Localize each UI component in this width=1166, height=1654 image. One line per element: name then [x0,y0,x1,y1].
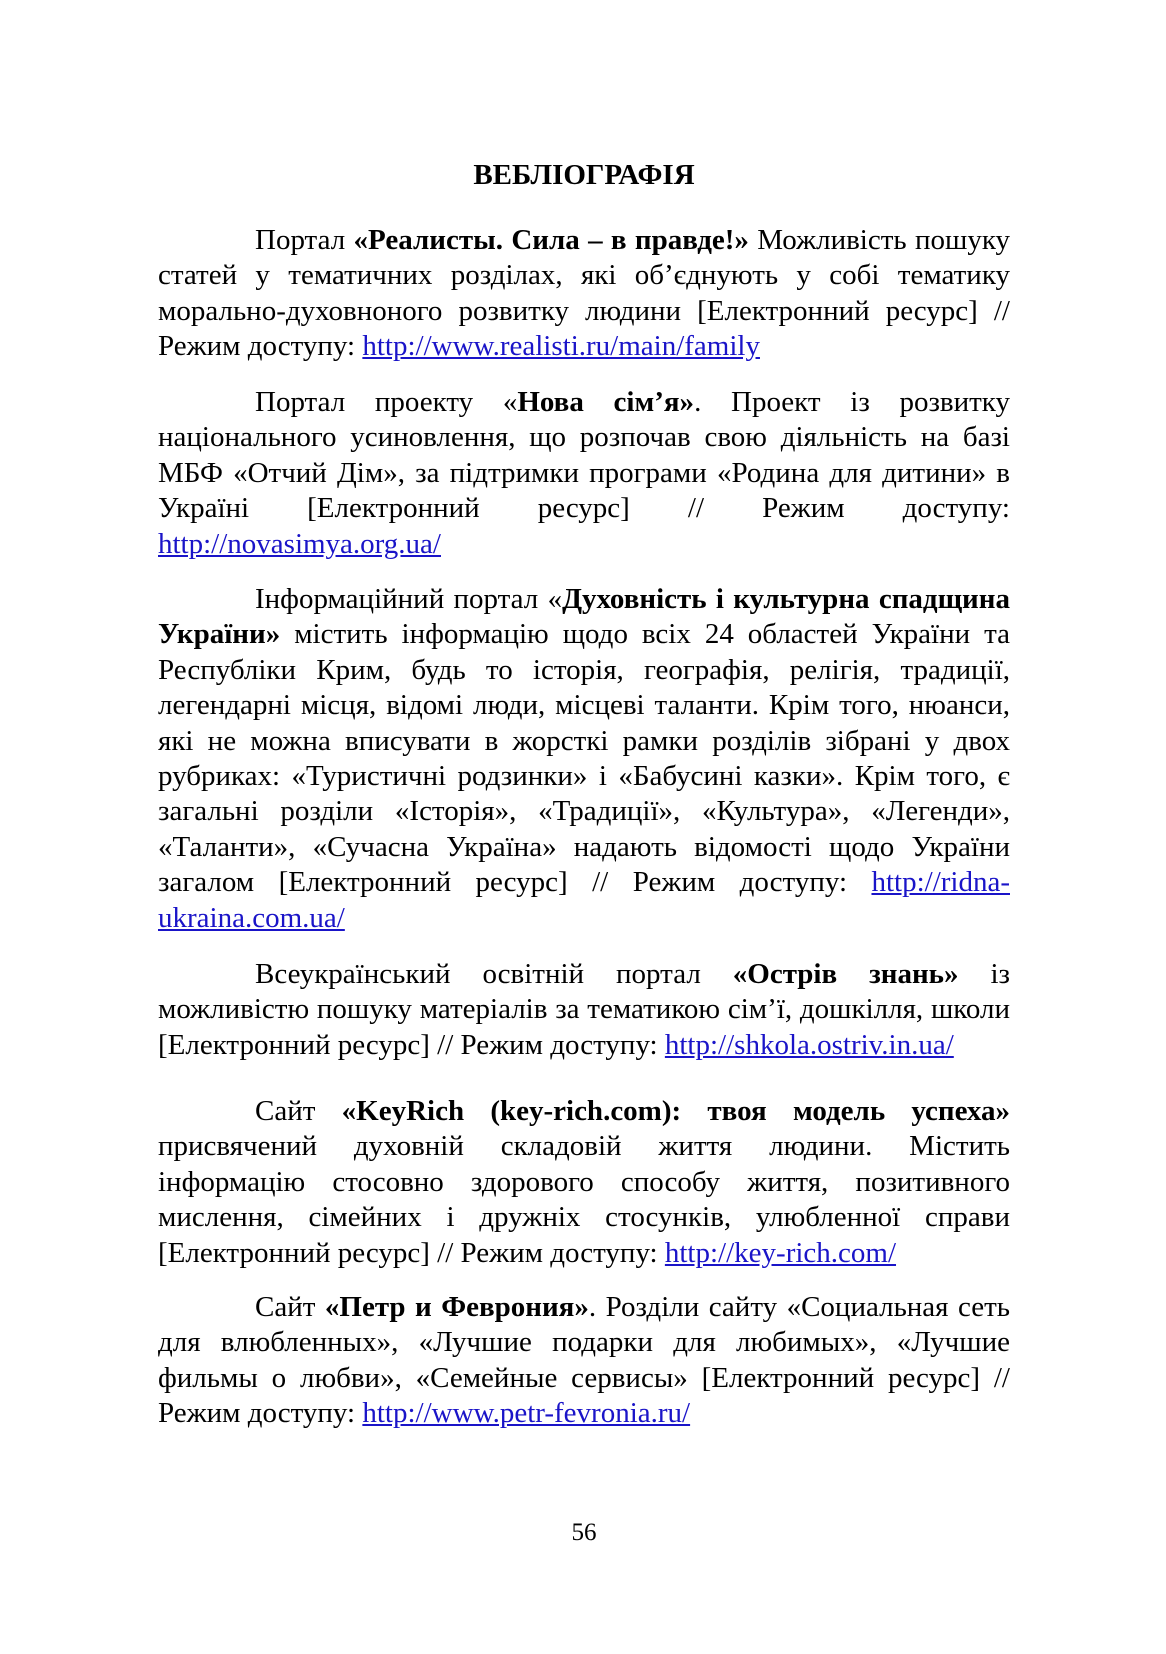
entry-link[interactable]: http://www.petr-fevronia.ru/ [362,1397,691,1430]
entry-name: «Петр и Феврония» [324,1291,589,1323]
entry-link[interactable]: http://ridna-ukraina.com.ua/ [158,866,1010,934]
entry-link[interactable]: http://novasimya.org.ua/ [158,527,441,560]
page-title: ВЕБЛІОГРАФІЯ [473,159,695,191]
entry-prefix: Портал проекту « [255,386,518,418]
entry-link[interactable]: http://www.realisti.ru/main/family [362,330,760,363]
entry-description: . Розділи сайту «Социальная сеть для влюбленных», «Лучшие подарки для любимых», «Лучшие фильмы о любви», «Семейные сервисы» [Електронний ресурс] // Режим доступу: [158,1291,1010,1430]
entry-name: «Реалисты. Сила – в правде!» [353,224,749,256]
entry-description: присвячений духовній складовій життя людини. Містить інформацію стосовно здорового способу життя, позитивного мислення, сімейних і дружніх стосунків, улюбленної справи [Електронний ресурс] // Режим доступу: [158,1130,1010,1269]
entry-name: Нова сім’я» [517,386,695,418]
page-number: 56 [571,1519,597,1546]
entry-name: «KeyRich (key-rich.com): твоя модель успеха» [341,1095,1010,1127]
bibliography-entry-ridna-ukraina [158,582,1010,936]
entry-link[interactable]: http://shkola.ostriv.in.ua/ [664,1028,954,1061]
entry-prefix: Портал [255,224,354,256]
entry-name: «Острів знань» [732,958,959,990]
entry-description: із можливістю пошуку матеріалів за тематикою сім’ї, дошкілля, школи [Електронний ресурс] // Режим доступу: [158,958,1010,1061]
entry-prefix: Сайт [255,1291,325,1323]
document-page [158,0,1010,1654]
entry-description: містить інформацію щодо всіх 24 областей України та Республіки Крим, будь то історія, географія, релігія, традиції, легендарні місця, відомі люди, місцеві таланти. Крім того, нюанси, які не можна вписувати в жорсткі рамки розділів зібрані у двох рубриках: «Туристичні родзинки» і «Бабусині казки». Крім того, є загальні розділи «Історія», «Традиції», «Культура», «Легенди», «Таланти», «Сучасна Україна» надають відомості щодо України загалом [Електронний ресурс] // Режим доступу: [158,618,1010,899]
bibliography-entry-keyrich [158,1094,1010,1271]
entry-prefix: Інформаційний портал « [255,583,563,615]
bibliography-entry-realisti [158,223,1010,365]
entry-name: Духовність і культурна спадщина України» [158,583,1010,651]
entry-link[interactable]: http://key-rich.com/ [664,1236,897,1269]
entry-prefix: Сайт [255,1095,342,1127]
bibliography-entry-petr-fevronia [158,1290,1010,1432]
entry-prefix: Всеукраїнський освітній портал [255,958,733,990]
entry-description: Можливість пошуку статей у тематичних розділах, які об’єднують у собі тематику морально-духовноного розвитку людини [Електронний ресурс] // Режим доступу: [158,224,1011,363]
bibliography-entry-ostriv-znan [158,957,1010,1063]
entry-description: . Проект із розвитку національного усиновлення, що розпочав свою діяльність на базі МБФ «Отчий Дім», за підтримки програми «Родина для дитини» в Україні [Електронний ресурс] // Режим доступу: [158,386,1010,525]
bibliography-entry-nova-simya [158,385,1010,562]
